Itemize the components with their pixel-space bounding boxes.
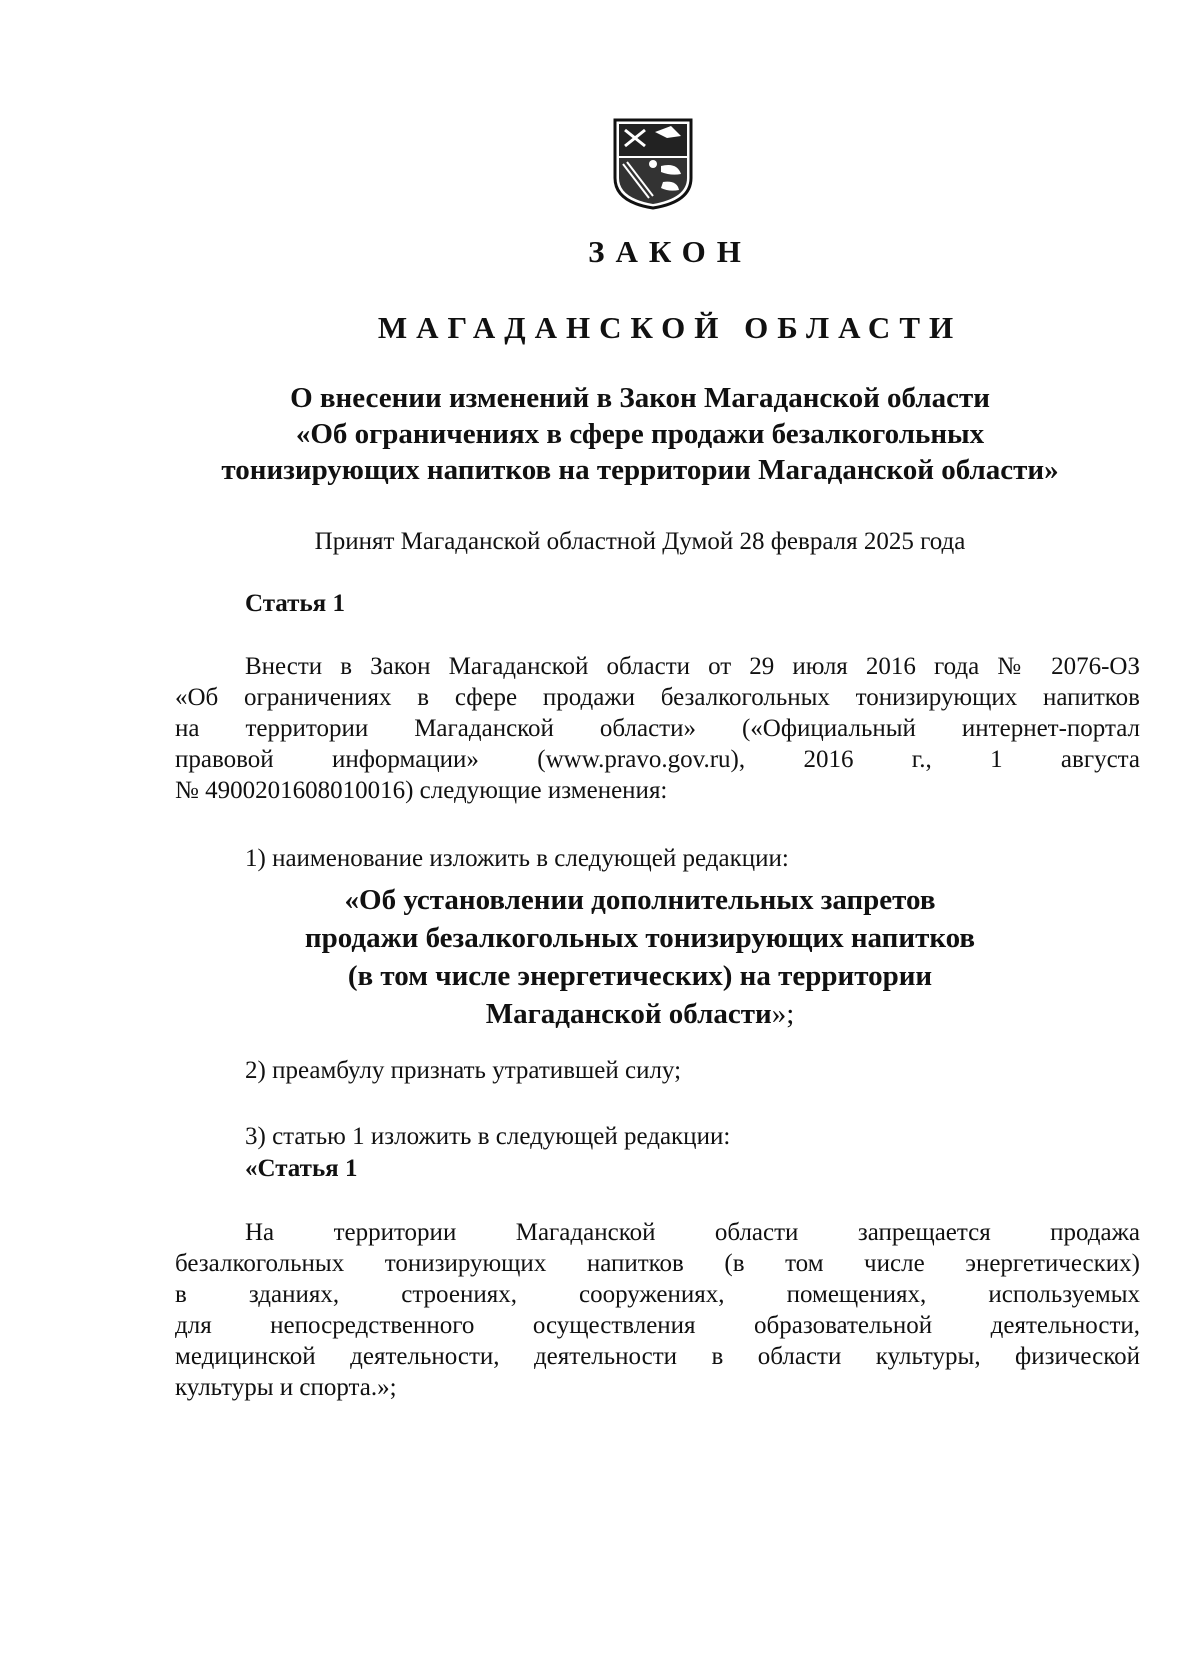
adoption-note: Принят Магаданской областной Думой 28 февраля 2025 года	[314, 528, 966, 555]
amendment-item-1: 1) наименование изложить в следующей редакции:	[245, 845, 789, 872]
new-name-line: (в том числе энергетических) на территории	[347, 960, 933, 992]
coat-of-arms-icon	[611, 116, 695, 210]
new-name-line-last	[140, 995, 1140, 1033]
new-name-line: продажи безалкогольных тонизирующих напитков	[304, 922, 976, 954]
law-heading: ЗАКОН	[588, 234, 752, 269]
paragraph-line: Внести в Закон Магаданской области от 29 июля 2016 года № 2076-ОЗ	[245, 653, 1140, 680]
amendment-item-3: 3) статью 1 изложить в следующей редакции:	[245, 1123, 731, 1150]
paragraph-line: правовой информации» (www.pravo.gov.ru), 2016 г., 1 августа	[175, 746, 1140, 773]
paragraph-line: медицинской деятельности, деятельности в области культуры, физической	[175, 1343, 1140, 1370]
paragraph-line: «Об ограничениях в сфере продажи безалкогольных тонизирующих напитков	[175, 684, 1140, 711]
law-title-line: О внесении изменений в Закон Магаданской области	[290, 382, 990, 414]
new-name-line: «Об установлении дополнительных запретов	[344, 884, 936, 916]
paragraph-line: на территории Магаданской области» («Официальный интернет-портал	[175, 715, 1140, 742]
paragraph-line: культуры и спорта.»;	[175, 1374, 397, 1401]
paragraph-line: безалкогольных тонизирующих напитков (в том числе энергетических)	[175, 1250, 1140, 1277]
paragraph-line: На территории Магаданской области запрещается продажа	[245, 1219, 1140, 1246]
region-heading: МАГАДАНСКОЙ ОБЛАСТИ	[377, 310, 963, 345]
law-title-line: тонизирующих напитков на территории Магаданской области»	[221, 454, 1059, 486]
new-law-name	[140, 881, 1140, 1033]
article-heading: Статья 1	[245, 590, 345, 617]
paragraph-line: в зданиях, строениях, сооружениях, помещениях, используемых	[175, 1281, 1140, 1308]
new-name-text: Магаданской области	[485, 998, 772, 1030]
law-title	[140, 380, 1140, 488]
new-article-paragraph	[175, 1217, 1140, 1403]
new-article-heading: «Статья 1	[245, 1155, 358, 1182]
amendment-item-2: 2) преамбулу признать утратившей силу;	[245, 1057, 682, 1084]
paragraph-line: для непосредственного осуществления образовательной деятельности,	[175, 1312, 1140, 1339]
law-title-line: «Об ограничениях в сфере продажи безалкогольных	[295, 418, 985, 450]
new-name-closing: »;	[771, 998, 795, 1030]
paragraph-line: № 4900201608010016) следующие изменения:	[175, 777, 668, 804]
article-intro-paragraph	[175, 651, 1140, 806]
